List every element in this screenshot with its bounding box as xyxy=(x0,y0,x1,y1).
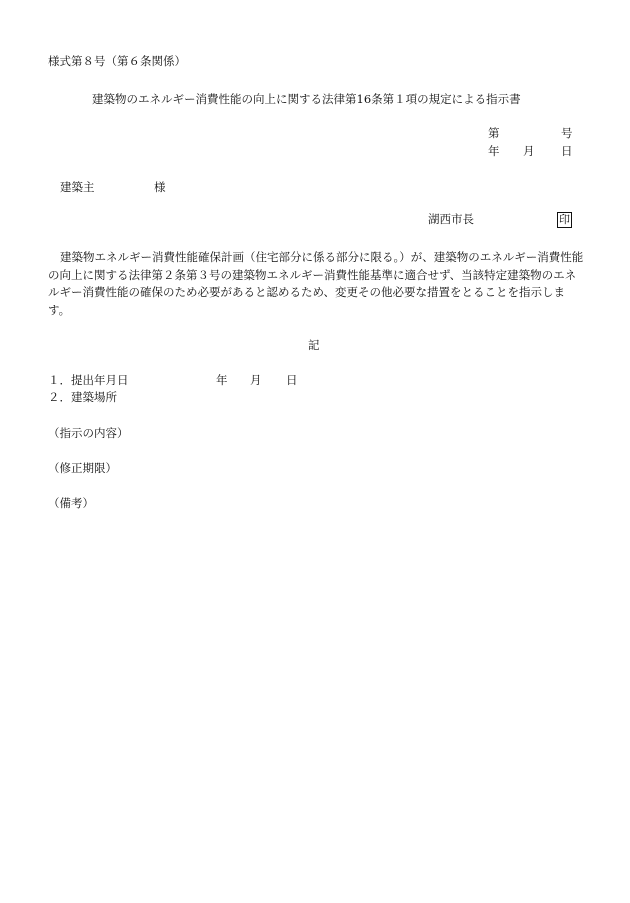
submission-date-month: 月 xyxy=(250,373,262,387)
form-number: 様式第８号（第６条関係） xyxy=(48,54,186,68)
issue-date-month: 月 xyxy=(523,144,535,158)
submission-date-day: 日 xyxy=(286,373,298,387)
addressee-label: 建築主 xyxy=(60,180,95,194)
remarks-label: （備考） xyxy=(48,496,94,510)
issue-number-suffix: 号 xyxy=(561,126,573,140)
issuer-title: 湖西市長 xyxy=(428,212,474,226)
addressee-honorific: 様 xyxy=(154,180,166,194)
submission-date-year: 年 xyxy=(216,373,228,387)
issue-date-year: 年 xyxy=(488,144,500,158)
issue-number-prefix: 第 xyxy=(488,126,500,140)
issue-date-day: 日 xyxy=(561,144,573,158)
document-title: 建築物のエネルギー消費性能の向上に関する法律第16条第１項の規定による指示書 xyxy=(92,92,521,106)
body-paragraph: 建築物エネルギー消費性能確保計画（住宅部分に係る部分に限る。）が、建築物のエネルギー消費性能の向上に関する法律第２条第３号の建築物エネルギー消費性能基準に適合せず、当該特定建築物のエネルギー消費性能の確保のため必要があると認めるため、変更その他必要な措置をとることを指示します。 xyxy=(48,250,584,317)
correction-deadline-label: （修正期限） xyxy=(48,461,117,475)
submission-date-label: １．提出年月日 xyxy=(48,373,129,387)
record-heading: 記 xyxy=(308,338,320,352)
building-location-label: ２．建築場所 xyxy=(48,390,117,404)
seal-box: 印 xyxy=(559,213,570,226)
instruction-content-label: （指示の内容） xyxy=(48,426,129,440)
